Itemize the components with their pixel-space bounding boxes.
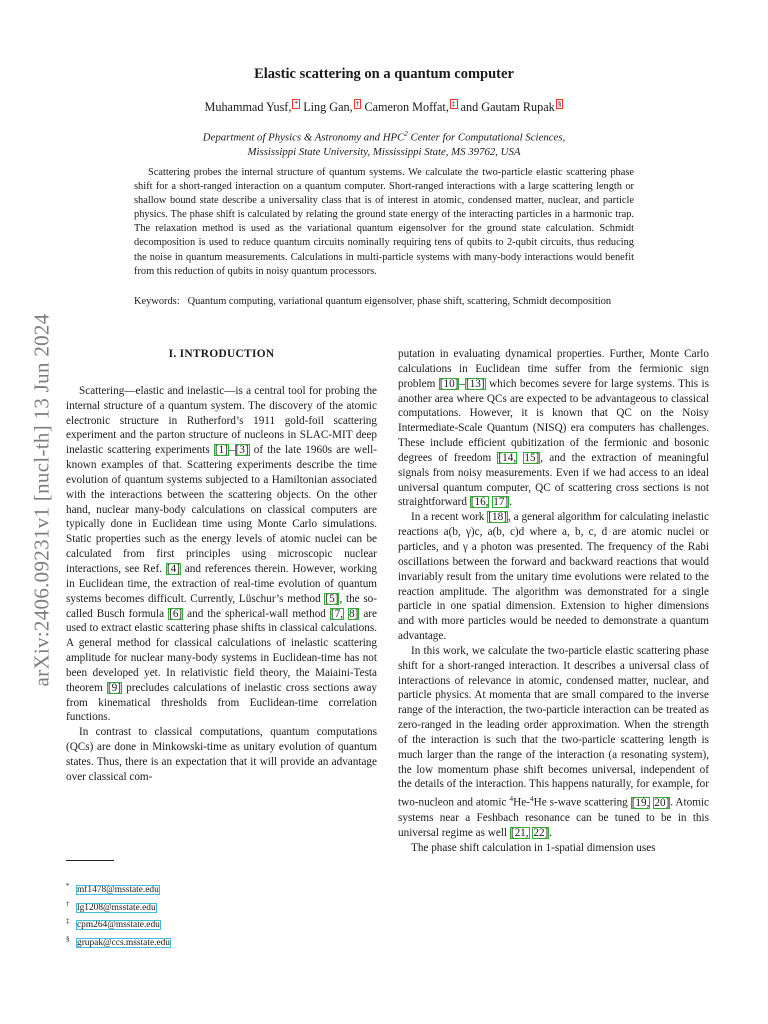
citation-link[interactable]: [10]	[439, 377, 459, 390]
paragraph: In contrast to classical computations, quantum computations (QCs) are done in Minkowski-time as unitary evolution of quantum states. Thus, there is an expectation that it will provide an advantage over classical com-	[66, 726, 377, 783]
author-name: and Gautam Rupak	[460, 100, 555, 115]
email-link[interactable]: lg1208@msstate.edu	[77, 902, 156, 913]
author-name: Cameron Moffat,	[364, 100, 449, 115]
author-list	[0, 99, 768, 115]
citation-link[interactable]: [16,	[470, 496, 489, 509]
footnote-link[interactable]: ‡	[451, 99, 456, 108]
footnotes	[66, 880, 171, 950]
footnote-divider	[66, 860, 114, 861]
footnote-item: † lg1208@msstate.edu	[66, 899, 156, 913]
footnote-link[interactable]: *	[294, 99, 299, 108]
footnote-item: ‡ cpm264@msstate.edu	[66, 917, 160, 931]
footnote-link[interactable]: †	[355, 99, 360, 108]
paragraph: putation in evaluating dynamical properties. Further, Monte Carlo calculations in Euclidean time suffer from the fermionic sign problem [10]–[13] which becomes severe for large systems. This is another area where QCs are expected to be advantageous to classical computations. However, it is known that QC on the Noisy Intermediate-Scale Quantum (NISQ) era computers has challenges. These include efficient qubitization of the fermionic and bosonic degrees of freedom [14, 15], and the extraction of meaningful signals from noisy measurements. Even if we had access to an ideal universal quantum computer, QC of scattering cross sections is not straightforward [16, 17].	[398, 348, 709, 509]
keywords-label: Keywords:	[134, 296, 180, 307]
citation-link[interactable]: [6]	[169, 607, 183, 620]
footnote-link[interactable]: §	[557, 99, 562, 108]
email-link[interactable]: cpm264@msstate.edu	[77, 920, 160, 931]
footnote-item: * mf1478@msstate.edu	[66, 882, 159, 896]
citation-link[interactable]: 15]	[524, 451, 540, 464]
arxiv-identifier-stamp	[16, 280, 68, 720]
citation-link[interactable]: [3]	[235, 444, 249, 457]
citation-link[interactable]: [21,	[510, 826, 529, 839]
citation-link[interactable]: [5]	[325, 592, 339, 605]
arxiv-identifier-text: arXiv:2406.09231v1 [nucl-th] 13 Jun 2024	[29, 313, 54, 687]
citation-link[interactable]: [13]	[465, 377, 485, 390]
paper-title: Elastic scattering on a quantum computer	[254, 66, 514, 82]
citation-link[interactable]: [14,	[498, 451, 517, 464]
paragraph: Scattering—elastic and inelastic—is a central tool for probing the internal structure of a quantum system. The discovery of the atomic electronic structure in Rutherford’s 1911 gold-foil scattering experiment and the parton structure of nucleons in SLAC-MIT deep inelastic scattering experiments [1]–[3] of the late 1960s are well-known examples of that. Scattering experiments describe the time evolution of quantum systems subjected to a Hamiltonian associated with the interactions between the scattering objects. On the other hand, nuclear many-body calculations on classical computers are typically done in Euclidean time using Monte Carlo simulations. Static properties such as the energy levels of atomic nuclei can be calculated from first principles using microscopic nuclear interactions, see Ref. [4] and references therein. However, working in Euclidean time, the extraction of real-time evolution of quantum systems becomes difficult. Currently, Lüschur’s method [5], the so-called Busch formula [6] and the spherical-wall method [7, 8] are used to extract elastic scattering phase shifts in classical calculations. A general method for classical calculations of inelastic scattering amplitude for nuclear many-body systems in Euclidean-time has not been developed yet. In relativistic field theory, the Maiaini-Testa theorem [9] precludes calculations of inelastic cross sections away from kinematical thresholds from Euclidean-time correlation functions.	[66, 384, 378, 724]
citation-link[interactable]: [1]	[214, 444, 228, 457]
citation-link[interactable]: [4]	[166, 562, 180, 575]
email-link[interactable]: mf1478@msstate.edu	[77, 885, 159, 896]
right-column	[398, 347, 709, 855]
citation-link[interactable]: 22]	[533, 826, 549, 839]
paragraph: In this work, we calculate the two-particle elastic scattering phase shift for a short-ranged interaction. It describes a universal class of interactions of relevance in atomic, condensed matter, nuclear, and particle physics. At momenta that are small compared to the inverse range of the interaction, the two-particle interaction can be treated as zero-ranged in the leading order approximation. When the strength of the interaction is such that the two-particle scattering length is much larger than the range of the interaction (a resonating system), the low momentum phase shift becomes universal, independent of the details of the interaction. This happens naturally, for example, for two-nucleon and atomic $^4$He-$^4$He s-wave scattering [19, 20]. Atomic systems near a Feshbach resonance can be tuned to be in this universal regime as well [21, 22].	[398, 644, 709, 839]
keywords	[134, 295, 634, 309]
author-name: Ling Gan,	[303, 100, 353, 115]
author-name: Muhammad Yusf,	[204, 100, 292, 115]
affiliation: Department of Physics & Astronomy and HPC$^2$ Center for Computational Sciences, Mississippi State University, Mississippi State, MS 39762, USA	[202, 130, 566, 158]
email-link[interactable]: grupak@ccs.msstate.edu	[77, 937, 170, 948]
section-heading: I. INTRODUCTION	[168, 348, 275, 360]
citation-link[interactable]: [19,	[631, 797, 650, 810]
footnote-item: § grupak@ccs.msstate.edu	[66, 934, 170, 948]
citation-link[interactable]: 8]	[349, 607, 359, 620]
citation-link[interactable]: 20]	[654, 797, 670, 810]
citation-link[interactable]: [9]	[107, 681, 121, 694]
citation-link[interactable]: 17]	[493, 496, 509, 509]
citation-link[interactable]: [7,	[330, 607, 344, 620]
left-column	[66, 347, 377, 785]
citation-link[interactable]: [18]	[488, 511, 507, 524]
abstract: Scattering probes the internal structure of quantum systems. We calculate the two-particle elastic scattering phase shift for a short-ranged interaction on a quantum computer. Short-ranged interactions with a large scattering length or shallow bound state describe a universality class that is of interest in atomic, condensed matter, nuclear, and particle physics. The phase shift is calculated by relating the ground state energy of the interacting particles in a harmonic trap. The relaxation method is used as the variational quantum eigensolver for the ground state calculation. Schmidt decomposition is used to reduce quantum circuits nominally requiring tens of qubits to 2-qubit circuits, thus reducing the noise in quantum measurements. Calculations in multi-particle systems with many-body interactions would benefit from this reduction of qubits in noisy quantum processors.	[134, 167, 634, 277]
keywords-text: Quantum computing, variational quantum eigensolver, phase shift, scattering, Schmidt decomposition	[187, 296, 612, 307]
paragraph: In a recent work [18], a general algorithm for calculating inelastic reactions a(b, γ)c, a(b, c)d where a, b, c, d are atomic nuclei or particles, and γ a photon was presented. The frequency of the Rabi oscillations between the forward and backward reactions that would invariably result from the unitary time evolutions were related to the reaction amplitude. The algorithm was demonstrated for a single particle in one spatial dimension. Extension to higher dimensions and with more particles would be needed to demonstrate a quantum advantage.	[398, 511, 710, 643]
paragraph: The phase shift calculation in 1-spatial dimension uses	[411, 841, 656, 854]
